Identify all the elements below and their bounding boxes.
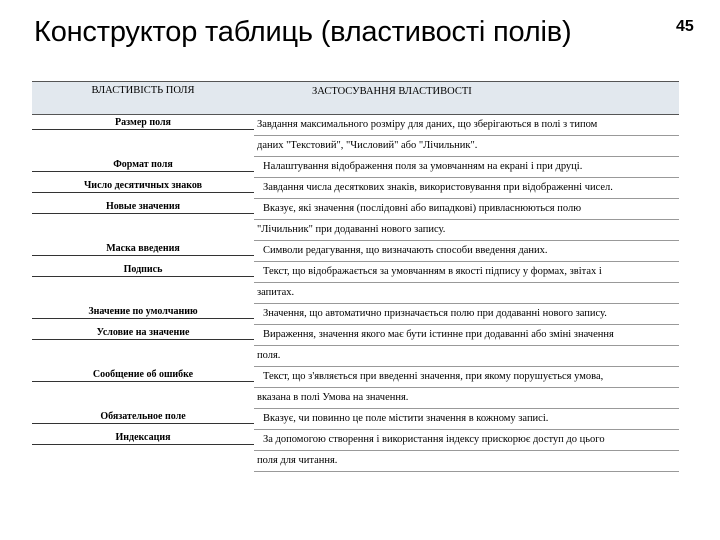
- property-name: Маска введения: [32, 241, 254, 256]
- description-line: Вказує, чи повинно це поле містити значення в кожному записі.: [254, 409, 679, 430]
- table-row: [32, 430, 679, 472]
- table-row: [32, 241, 679, 262]
- property-name: Обязательное поле: [32, 409, 254, 424]
- property-description: [254, 241, 679, 262]
- properties-table: [32, 81, 679, 472]
- table-row: [32, 199, 679, 241]
- table-row: [32, 262, 679, 304]
- page-title: Конструктор таблиць (властивості полів): [34, 16, 572, 48]
- page-number: 45: [676, 18, 694, 35]
- description-line: Значення, що автоматично призначається полю при додаванні нового запису.: [254, 304, 679, 325]
- table-row: [32, 157, 679, 178]
- property-description: [254, 409, 679, 430]
- table-header: [32, 81, 679, 115]
- table-row: [32, 304, 679, 325]
- description-line: Налаштування відображення поля за умовчанням на екрані і при друці.: [254, 157, 679, 178]
- property-description: [254, 367, 679, 409]
- description-line: За допомогою створення і використання індексу прискорює доступ до цього: [254, 430, 679, 451]
- property-description: [254, 430, 679, 472]
- description-line: Завдання максимального розміру для даних, що зберігаються в полі з типом: [254, 115, 679, 136]
- description-line: поля для читання.: [254, 451, 679, 472]
- property-description: [254, 304, 679, 325]
- property-description: [254, 325, 679, 367]
- table-body: [32, 115, 679, 472]
- property-name: Значение по умолчанию: [32, 304, 254, 319]
- property-description: [254, 178, 679, 199]
- property-name: Новые значения: [32, 199, 254, 214]
- property-name: Размер поля: [32, 115, 254, 130]
- property-name: Подпись: [32, 262, 254, 277]
- table-row: [32, 178, 679, 199]
- description-line: Завдання числа десяткових знаків, використовування при відображенні чисел.: [254, 178, 679, 199]
- property-description: [254, 115, 679, 157]
- property-description: [254, 157, 679, 178]
- description-line: Текст, що відображається за умовчанням в якості підпису у формах, звітах і: [254, 262, 679, 283]
- table-row: [32, 409, 679, 430]
- description-line: "Лічильник" при додаванні нового запису.: [254, 220, 679, 241]
- description-line: Текст, що з'являється при введенні значення, при якому порушується умова,: [254, 367, 679, 388]
- table-row: [32, 115, 679, 157]
- description-line: Символи редагування, що визначають способи введення даних.: [254, 241, 679, 262]
- description-line: Вираження, значення якого має бути істинне при додаванні або зміні значення: [254, 325, 679, 346]
- property-name: Сообщение об ошибке: [32, 367, 254, 382]
- description-line: Вказує, які значення (послідовні або випадкові) привласнюються полю: [254, 199, 679, 220]
- table-row: [32, 367, 679, 409]
- property-name: Условие на значение: [32, 325, 254, 340]
- table-row: [32, 325, 679, 367]
- description-line: даних "Текстовий", "Числовий" або "Лічильник".: [254, 136, 679, 157]
- description-line: поля.: [254, 346, 679, 367]
- property-description: [254, 262, 679, 304]
- description-line: вказана в полі Умова на значення.: [254, 388, 679, 409]
- property-name: Индексация: [32, 430, 254, 445]
- description-line: запитах.: [254, 283, 679, 304]
- property-name: Число десятичных знаков: [32, 178, 254, 193]
- property-name: Формат поля: [32, 157, 254, 172]
- property-description: [254, 199, 679, 241]
- header-usage: ЗАСТОСУВАННЯ ВЛАСТИВОСТІ: [312, 86, 472, 97]
- header-property: ВЛАСТИВІСТЬ ПОЛЯ: [91, 85, 195, 96]
